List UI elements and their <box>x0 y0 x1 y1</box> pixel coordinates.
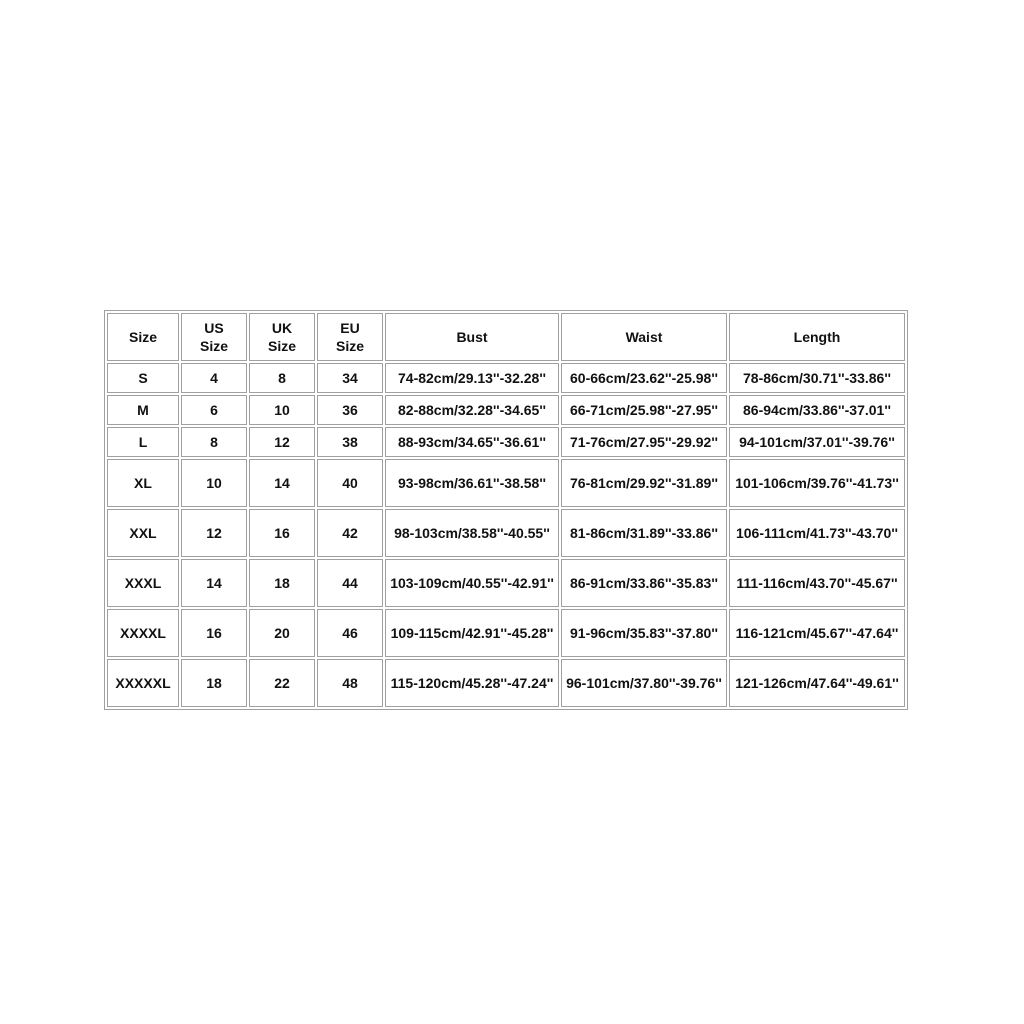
cell-us-size: 16 <box>181 609 247 657</box>
cell-waist: 96-101cm/37.80''-39.76'' <box>561 659 727 707</box>
cell-us-size: 18 <box>181 659 247 707</box>
cell-waist: 76-81cm/29.92''-31.89'' <box>561 459 727 507</box>
cell-length: 116-121cm/45.67''-47.64'' <box>729 609 905 657</box>
cell-bust: 82-88cm/32.28''-34.65'' <box>385 395 559 425</box>
cell-uk-size: 10 <box>249 395 315 425</box>
cell-uk-size: 14 <box>249 459 315 507</box>
size-chart-table <box>104 310 908 710</box>
cell-eu-size: 42 <box>317 509 383 557</box>
table-row <box>107 609 905 657</box>
table-row <box>107 427 905 457</box>
header-uk-size: UK Size <box>249 313 315 361</box>
cell-eu-size: 40 <box>317 459 383 507</box>
cell-size: L <box>107 427 179 457</box>
cell-waist: 91-96cm/35.83''-37.80'' <box>561 609 727 657</box>
header-length: Length <box>729 313 905 361</box>
cell-us-size: 14 <box>181 559 247 607</box>
table-row <box>107 509 905 557</box>
cell-size: S <box>107 363 179 393</box>
cell-uk-size: 12 <box>249 427 315 457</box>
cell-bust: 115-120cm/45.28''-47.24'' <box>385 659 559 707</box>
cell-uk-size: 22 <box>249 659 315 707</box>
cell-bust: 98-103cm/38.58''-40.55'' <box>385 509 559 557</box>
cell-waist: 86-91cm/33.86''-35.83'' <box>561 559 727 607</box>
cell-length: 111-116cm/43.70''-45.67'' <box>729 559 905 607</box>
header-bust: Bust <box>385 313 559 361</box>
cell-bust: 88-93cm/34.65''-36.61'' <box>385 427 559 457</box>
cell-eu-size: 48 <box>317 659 383 707</box>
cell-length: 94-101cm/37.01''-39.76'' <box>729 427 905 457</box>
cell-size: M <box>107 395 179 425</box>
cell-bust: 74-82cm/29.13''-32.28'' <box>385 363 559 393</box>
cell-uk-size: 18 <box>249 559 315 607</box>
cell-eu-size: 44 <box>317 559 383 607</box>
cell-size: XXXL <box>107 559 179 607</box>
cell-size: XXXXXL <box>107 659 179 707</box>
table-row <box>107 363 905 393</box>
cell-us-size: 8 <box>181 427 247 457</box>
header-eu-size: EU Size <box>317 313 383 361</box>
cell-us-size: 6 <box>181 395 247 425</box>
cell-length: 106-111cm/41.73''-43.70'' <box>729 509 905 557</box>
table-row <box>107 459 905 507</box>
cell-waist: 60-66cm/23.62''-25.98'' <box>561 363 727 393</box>
header-waist: Waist <box>561 313 727 361</box>
header-us-size: US Size <box>181 313 247 361</box>
cell-bust: 93-98cm/36.61''-38.58'' <box>385 459 559 507</box>
header-size: Size <box>107 313 179 361</box>
cell-size: XL <box>107 459 179 507</box>
cell-uk-size: 8 <box>249 363 315 393</box>
cell-waist: 71-76cm/27.95''-29.92'' <box>561 427 727 457</box>
table-row <box>107 659 905 707</box>
cell-us-size: 12 <box>181 509 247 557</box>
cell-length: 86-94cm/33.86''-37.01'' <box>729 395 905 425</box>
cell-uk-size: 20 <box>249 609 315 657</box>
cell-eu-size: 34 <box>317 363 383 393</box>
header-row <box>107 313 905 361</box>
cell-us-size: 10 <box>181 459 247 507</box>
cell-eu-size: 36 <box>317 395 383 425</box>
cell-waist: 66-71cm/25.98''-27.95'' <box>561 395 727 425</box>
cell-bust: 109-115cm/42.91''-45.28'' <box>385 609 559 657</box>
table-row <box>107 559 905 607</box>
cell-size: XXL <box>107 509 179 557</box>
cell-uk-size: 16 <box>249 509 315 557</box>
cell-eu-size: 38 <box>317 427 383 457</box>
cell-bust: 103-109cm/40.55''-42.91'' <box>385 559 559 607</box>
cell-length: 78-86cm/30.71''-33.86'' <box>729 363 905 393</box>
cell-length: 101-106cm/39.76''-41.73'' <box>729 459 905 507</box>
cell-eu-size: 46 <box>317 609 383 657</box>
cell-waist: 81-86cm/31.89''-33.86'' <box>561 509 727 557</box>
cell-length: 121-126cm/47.64''-49.61'' <box>729 659 905 707</box>
table-row <box>107 395 905 425</box>
cell-us-size: 4 <box>181 363 247 393</box>
cell-size: XXXXL <box>107 609 179 657</box>
